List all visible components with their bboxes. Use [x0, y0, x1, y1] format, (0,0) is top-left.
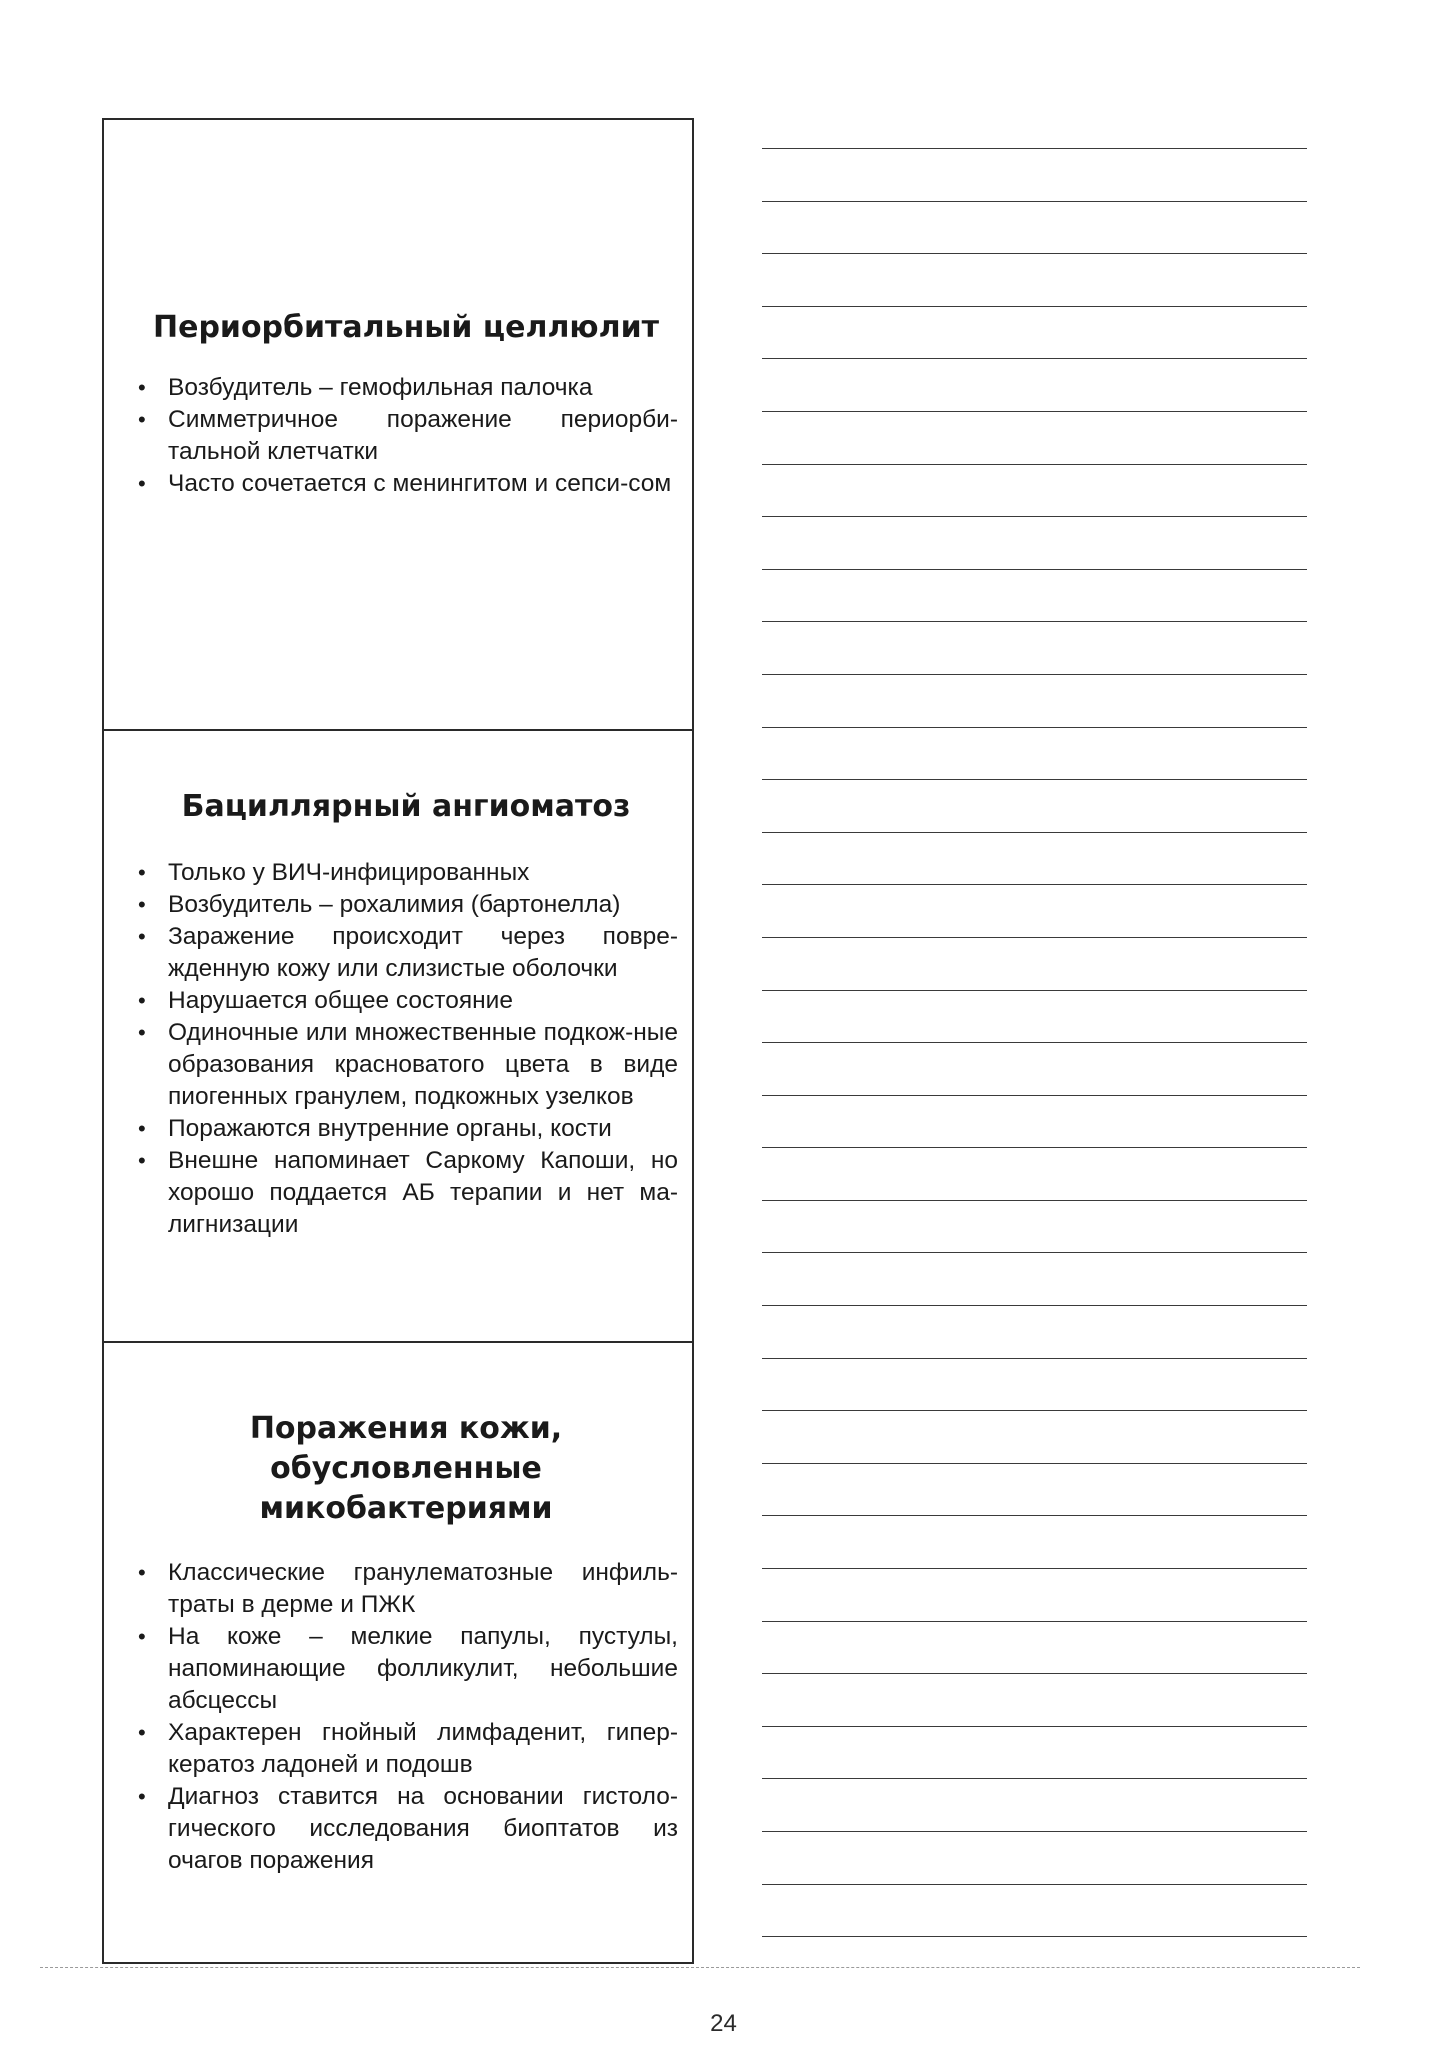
- bullet-item: • Внешне напоминает Саркому Капоши, но хорошо поддается АБ терапии и нет ма-лигнизации: [134, 1145, 678, 1241]
- note-line: [762, 1043, 1307, 1096]
- note-line: [762, 728, 1307, 781]
- slide-bacillary-angiomatosis: [104, 729, 692, 1341]
- bullet-item: • Характерен гнойный лимфаденит, гипер-кератоз ладоней и подошв: [134, 1717, 678, 1781]
- note-line: [762, 991, 1307, 1044]
- slide-periorbital-cellulitis: [104, 120, 692, 729]
- note-line: [762, 517, 1307, 570]
- note-line: [762, 570, 1307, 623]
- note-line: [762, 938, 1307, 991]
- bullet-item: • Одиночные или множественные подкож-ные образования красноватого цвета в виде пиогенных гранулем, подкожных узелков: [134, 1017, 678, 1113]
- bullet-list: [134, 857, 678, 1241]
- bullet-item: • На коже – мелкие папулы, пустулы, напоминающие фолликулит, небольшие абсцессы: [134, 1621, 678, 1717]
- note-line: [762, 1201, 1307, 1254]
- bullet-item: • Часто сочетается с менингитом и сепси-сом: [134, 468, 678, 500]
- bullet-item: • Возбудитель – гемофильная палочка: [134, 372, 678, 404]
- note-line: [762, 254, 1307, 307]
- note-line: [762, 1569, 1307, 1622]
- note-line: [762, 780, 1307, 833]
- note-line: [762, 307, 1307, 360]
- note-line: [762, 1727, 1307, 1780]
- note-line: [762, 202, 1307, 255]
- note-line: [762, 1148, 1307, 1201]
- bullet-item: • Классические гранулематозные инфиль-траты в дерме и ПЖК: [134, 1557, 678, 1621]
- notes-lines: [762, 148, 1307, 1937]
- note-line: [762, 149, 1307, 202]
- bullet-item: • Диагноз ставится на основании гистоло-гического исследования биоптатов из очагов поражения: [134, 1781, 678, 1877]
- bullet-item: • Заражение происходит через повре-жденную кожу или слизистые оболочки: [134, 921, 678, 985]
- bullet-item: • Только у ВИЧ-инфицированных: [134, 857, 678, 889]
- slides-column: [102, 118, 694, 1964]
- bullet-item: • Нарушается общее состояние: [134, 985, 678, 1017]
- note-line: [762, 1622, 1307, 1675]
- note-line: [762, 622, 1307, 675]
- bullet-list: [134, 1557, 678, 1877]
- bullet-item: • Симметричное поражение периорби-тальной клетчатки: [134, 404, 678, 468]
- note-line: [762, 1674, 1307, 1727]
- slide-title: Поражения кожи, обусловленные микобактериями: [249, 1411, 563, 1526]
- note-line: [762, 675, 1307, 728]
- slide-title: Бациллярный ангиоматоз: [181, 789, 631, 824]
- bullet-list: [134, 372, 678, 500]
- bullet-item: • Возбудитель – рохалимия (бартонелла): [134, 889, 678, 921]
- note-line: [762, 885, 1307, 938]
- note-line: [762, 1885, 1307, 1938]
- note-line: [762, 833, 1307, 886]
- note-line: [762, 1359, 1307, 1412]
- note-line: [762, 1516, 1307, 1569]
- page-number: 24: [710, 2010, 737, 2037]
- note-line: [762, 1253, 1307, 1306]
- note-line: [762, 1411, 1307, 1464]
- note-line: [762, 1306, 1307, 1359]
- note-line: [762, 1779, 1307, 1832]
- note-line: [762, 1832, 1307, 1885]
- note-line: [762, 1096, 1307, 1149]
- bullet-item: • Поражаются внутренние органы, кости: [134, 1113, 678, 1145]
- note-line: [762, 465, 1307, 518]
- note-line: [762, 359, 1307, 412]
- note-line: [762, 412, 1307, 465]
- bottom-divider: [40, 1967, 1360, 1968]
- note-line: [762, 1464, 1307, 1517]
- slide-mycobacterial-skin-lesions: [104, 1341, 692, 1962]
- slide-title: Периорбитальный целлюлит: [153, 310, 659, 345]
